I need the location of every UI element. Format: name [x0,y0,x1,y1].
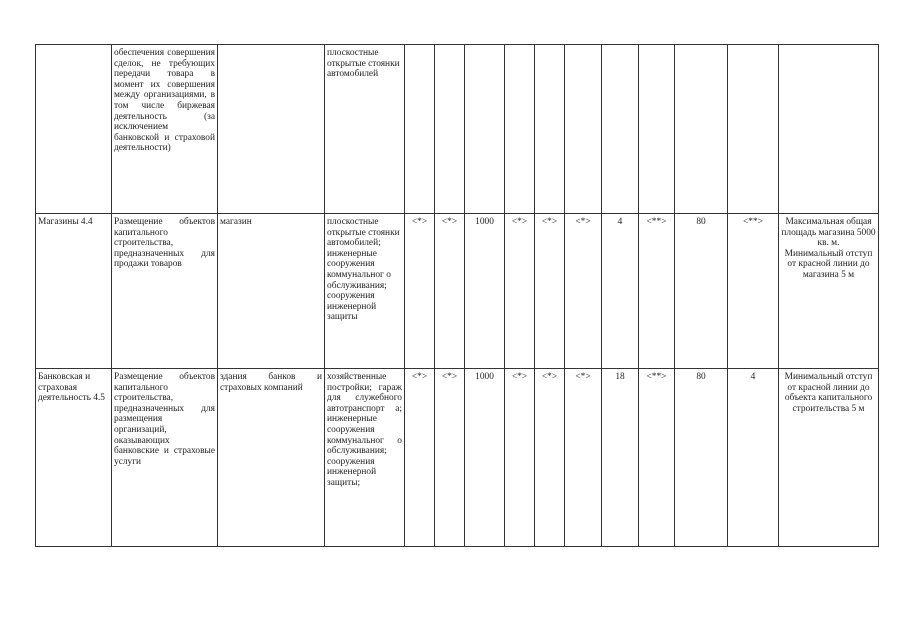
cell-param-6 [565,45,602,214]
cell-param-2: <*> [435,369,465,547]
cell-param-8: <**> [639,369,675,547]
cell-param-9 [675,45,728,214]
cell-param-5: <*> [535,214,565,369]
table-row [36,214,879,369]
cell-param-10 [728,45,779,214]
table-row [36,45,879,214]
cell-param-3 [465,45,505,214]
cell-main-uses: магазин [218,214,325,369]
cell-param-7 [602,45,639,214]
cell-notes: Минимальный отступ от красной линии до объекта капитального строительства 5 м [779,369,879,547]
cell-param-1: <*> [405,214,435,369]
cell-param-9: 80 [675,369,728,547]
cell-use-name: Банковская и страховая деятельность 4.5 [36,369,112,547]
cell-param-10: <**> [728,214,779,369]
cell-param-9: 80 [675,214,728,369]
cell-notes: Максимальная общая площадь магазина 5000 кв. м. Минимальный отступ от красной линии до магазина 5 м [779,214,879,369]
cell-use-description: Размещение объектов капитального строительства, предназначенных для размещения организаций, оказывающих банковские и страховые услуги [112,369,218,547]
cell-param-6: <*> [565,369,602,547]
cell-notes [779,45,879,214]
cell-param-1 [405,45,435,214]
cell-param-2 [435,45,465,214]
cell-param-3: 1000 [465,214,505,369]
cell-param-4: <*> [505,369,535,547]
cell-param-4 [505,45,535,214]
cell-param-7: 4 [602,214,639,369]
cell-main-uses: здания банков и страховых компаний [218,369,325,547]
cell-param-10: 4 [728,369,779,547]
cell-param-5 [535,45,565,214]
cell-auxiliary-uses: хозяйственные постройки; гараж для служебного автотранспорт а; инженерные сооружения коммунальног о обслуживания; сооружения инженерной защиты; [325,369,405,547]
cell-main-uses [218,45,325,214]
cell-use-name [36,45,112,214]
land-use-regulations-table [35,44,879,547]
cell-param-1: <*> [405,369,435,547]
cell-param-3: 1000 [465,369,505,547]
cell-auxiliary-uses: плоскостные открытые стоянки автомобилей; инженерные сооружения коммунальног о обслуживания; сооружения инженерной защиты [325,214,405,369]
cell-param-7: 18 [602,369,639,547]
cell-use-description: Размещение объектов капитального строительства, предназначенных для продажи товаров [112,214,218,369]
cell-param-8 [639,45,675,214]
cell-auxiliary-uses: плоскостные открытые стоянки автомобилей [325,45,405,214]
cell-param-8: <**> [639,214,675,369]
cell-param-5: <*> [535,369,565,547]
cell-param-6: <*> [565,214,602,369]
cell-use-name: Магазины 4.4 [36,214,112,369]
cell-use-description: обеспечения совершения сделок, не требующих передачи товара в момент их совершения между организациями, в том числе биржевая деятельность (за исключением банковской и страховой деятельности) [112,45,218,214]
cell-param-4: <*> [505,214,535,369]
table-row [36,369,879,547]
cell-param-2: <*> [435,214,465,369]
